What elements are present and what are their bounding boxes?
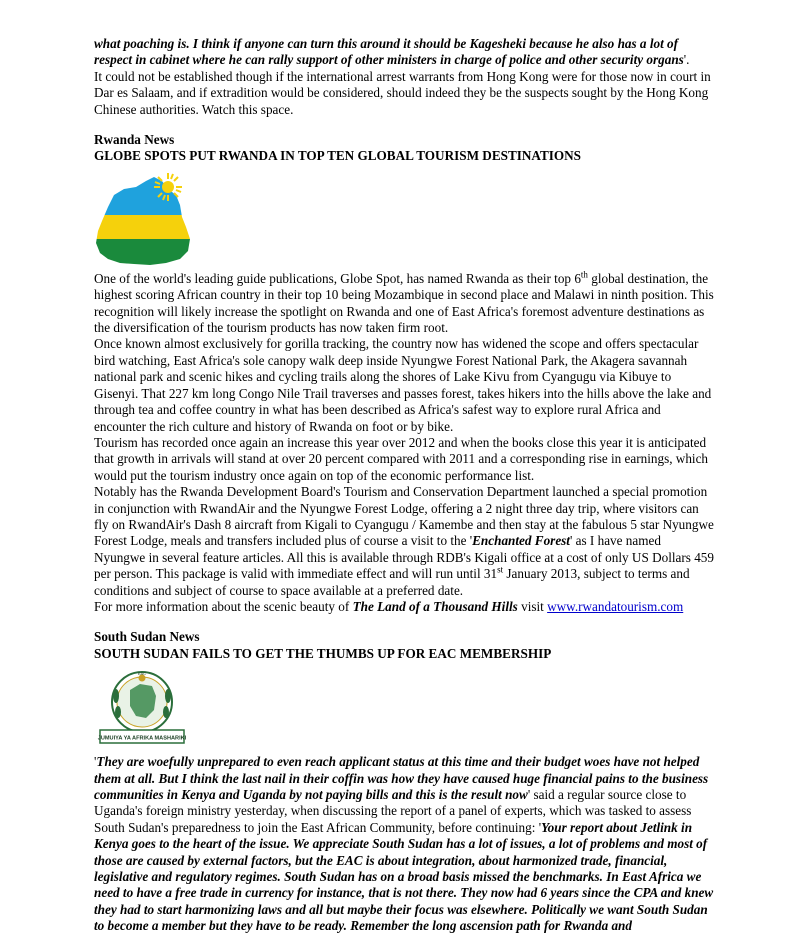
- south-sudan-section-title: South Sudan News: [94, 629, 200, 645]
- south-sudan-headline: SOUTH SUDAN FAILS TO GET THE THUMBS UP FOR EAC MEMBERSHIP: [94, 645, 552, 661]
- intro-italic-text: what poaching is. I think if anyone can turn this around it should be Kagesheki because he also has a lot of respect in cabinet where he can rally support of other ministers in charge of police and other security organs: [94, 36, 684, 68]
- rwanda-paragraph-2: Once known almost exclusively for gorilla tracking, the country now has widened the scope and offers spectacular bird watching, East Africa's sole canopy walk deep inside Nyungwe Forest National Park, the Akagera savannah national park and scenic hikes and cycling trails along the shores of Lake Kivu from Cyangugu via Kibuye to Gisenyi. That 227 km long Congo Nile Trail traverses and passes forest, takes hikers into the hills above the lake and through tea and coffee country in what has been described as Africa's safest way to explore rural Africa and encounter the rich culture and history of Rwanda on foot or by bike.: [94, 336, 712, 434]
- rwanda-flag-map-image: [94, 167, 198, 269]
- south-sudan-paragraph: 'They are woefully unprepared to even reach applicant status at this time and their budget woes have not helped them at all. But I think the last nail in their coffin was how they have caused huge financial pains to the business communities in Kenya and Uganda by not paying bills and this is the result now' said a regular source close to Uganda's foreign ministry yesterday, when discussing the report of a panel of experts, which was tasked to assess South Sudan's preparedness to join the East African Community, before continuing: 'Your report about Jetlink in Kenya goes to the heart of the issue. We appreciate South Sudan has a lot of issues, a lot of problems and most of those are caused by external factors, but the EAC is about integration, about harmonized trade, financial, legislative and regulatory regimes. South Sudan has on a broad basis missed the benchmarks. In East Africa we need to have a free trade in currency for instance, that is not there. They now had 6 years since the CPA and knew they had to start harmonizing laws and all but maybe their focus was elsewhere. Politically we want South Sudan to become a member but they have to be ready. Remember the long ascension path for Rwanda and: [94, 754, 714, 934]
- intro-paragraph: It could not be established though if the international arrest warrants from Hong Kong were for those now in court in Dar es Salaam, and if extradition would be considered, should indeed they be the suspects sought by the Hong Kong Chinese authorities. Watch this space.: [94, 68, 711, 117]
- rwanda-paragraph-3: Tourism has recorded once again an increase this year over 2012 and when the books close this year it is anticipated that growth in arrivals will stand at over 20 percent compared with 2011 and a corresponding rise in earnings, which would put the tourism industry once again on top of the economic performance list.: [94, 434, 709, 483]
- svg-text:JUMUIYA YA AFRIKA MASHARIKI: JUMUIYA YA AFRIKA MASHARIKI: [97, 735, 187, 742]
- document-page: [94, 36, 714, 935]
- rwanda-headline: GLOBE SPOTS PUT RWANDA IN TOP TEN GLOBAL TOURISM DESTINATIONS: [94, 148, 582, 164]
- intro-quote: [94, 36, 714, 69]
- rwanda-paragraph-4: Notably has the Rwanda Development Board's Tourism and Conservation Department launched a special promotion in conjunction with RwandAir and the Nyungwe Forest Lodge, offering a 2 night three day trip, where visitors can fly on RwandAir's Dash 8 aircraft from Kigali to Cyangugu / Kamembe and then stay at the fabulous 5 star Nyungwe Forest Lodge, meals and transfers included plus of course a visit to the 'Enchanted Forest' as I have named Nyungwe in several feature articles. All this is available through RDB's Kigali office at a cost of only US Dollars 459 per person. This package is valid with immediate effect and will run until 31st January 2013, subject to terms and conditions and subject of course to space available at a preferred date.: [94, 484, 714, 598]
- rwanda-paragraph-1: One of the world's leading guide publications, Globe Spot, has named Rwanda as their top 6th global destination, the highest scoring African country in their top 10 being Mozambique in second place and Malawi in ninth position. This recognition will likely increase the spotlight on Rwanda and one of East Africa's foremost adventure destinations as the diversification of the tourism products has now taken firm root.: [94, 269, 714, 336]
- rwanda-section-title: Rwanda News: [94, 132, 175, 148]
- rwanda-tourism-link[interactable]: www.rwandatourism.com: [547, 598, 684, 614]
- eac-logo-image: [96, 666, 188, 748]
- intro-italic-end: '.: [683, 52, 690, 68]
- svg-text:EAC: EAC: [137, 671, 147, 677]
- rwanda-paragraph-5: For more information about the scenic beauty of The Land of a Thousand Hills visit www.rwandatourism.com: [94, 598, 684, 614]
- sun-icon: [154, 173, 182, 201]
